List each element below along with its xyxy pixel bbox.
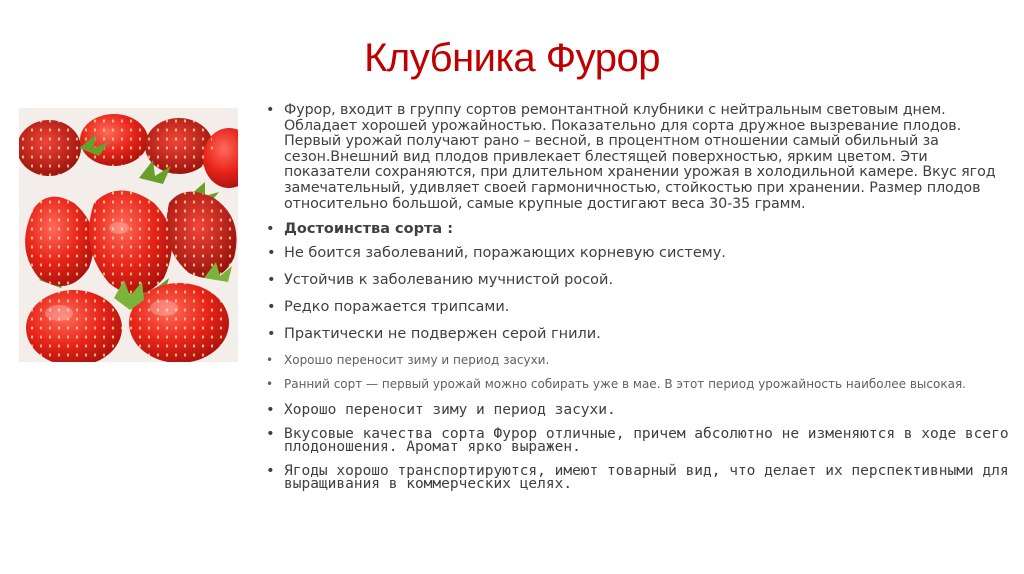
bullet-icon: •	[266, 102, 275, 118]
bullet-icon: •	[266, 353, 274, 368]
mono-note-text: Вкусовые качества сорта Фурор отличные, причем абсолютно не изменяются в ходе всего плодоношения. Аромат ярко выражен.	[284, 425, 1009, 456]
merit-text: Редко поражается трипсами.	[284, 299, 510, 316]
note-item	[262, 372, 1014, 396]
merit-item	[262, 294, 1014, 321]
merit-text: Практически не подвержен серой гнили.	[284, 326, 601, 343]
bullet-icon: •	[267, 245, 276, 262]
merit-item	[262, 267, 1014, 294]
bullet-icon: •	[266, 462, 275, 479]
mono-note-item	[262, 462, 1014, 493]
bullet-icon: •	[267, 299, 276, 316]
merit-item	[262, 321, 1014, 348]
mono-note-item	[262, 425, 1014, 456]
bullet-icon: •	[266, 221, 275, 238]
intro-text: Фурор, входит в группу сортов ремонтантной клубники с нейтральным световым днем. Обладает хорошей урожайностью. Показательно для сорта дружное вызревание плодов. Первый урожай получают рано – весной, в процентном отношении самый обильный за сезон.Внешний вид плодов привлекает блестящей поверхностью, ярким цветом. Эти показатели сохраняются, при длительном хранении урожая в холодильной камере. Вкус ягод замечательный, удивляет своей гармоничностью, стойкостью при хранении. Размер плодов относительно большой, самые крупные достигают веса 30-35 грамм.	[284, 102, 996, 212]
strawberries-photo	[19, 108, 238, 362]
strawberries-illustration	[19, 108, 238, 362]
bullet-icon: •	[266, 377, 274, 392]
bullet-icon: •	[267, 272, 276, 289]
slide-title: Клубника Фурор	[364, 36, 660, 80]
mono-note-item	[262, 404, 1014, 418]
bullet-icon: •	[267, 326, 276, 343]
note-text: Ранний сорт — первый урожай можно собирать уже в мае. В этот период урожайность наиболее высокая.	[284, 377, 966, 392]
bullet-icon: •	[266, 425, 275, 442]
merit-text: Устойчив к заболеванию мучнистой росой.	[284, 272, 614, 289]
intro-paragraph	[262, 103, 1014, 212]
merit-item	[262, 240, 1014, 267]
merits-heading	[262, 218, 1014, 240]
slide-content	[262, 103, 1014, 492]
mono-note-text: Хорошо переносит зиму и период засухи.	[284, 402, 616, 419]
note-text: Хорошо переносит зиму и период засухи.	[284, 353, 550, 368]
note-item	[262, 348, 1014, 372]
mono-note-text: Ягоды хорошо транспортируются, имеют товарный вид, что делает их перспективными для выращивания в коммерческих целях.	[284, 462, 1009, 493]
bullet-icon: •	[266, 402, 275, 419]
merit-text: Не боится заболеваний, поражающих корневую систему.	[284, 245, 726, 262]
merits-heading-text: Достоинства сорта :	[284, 221, 453, 238]
